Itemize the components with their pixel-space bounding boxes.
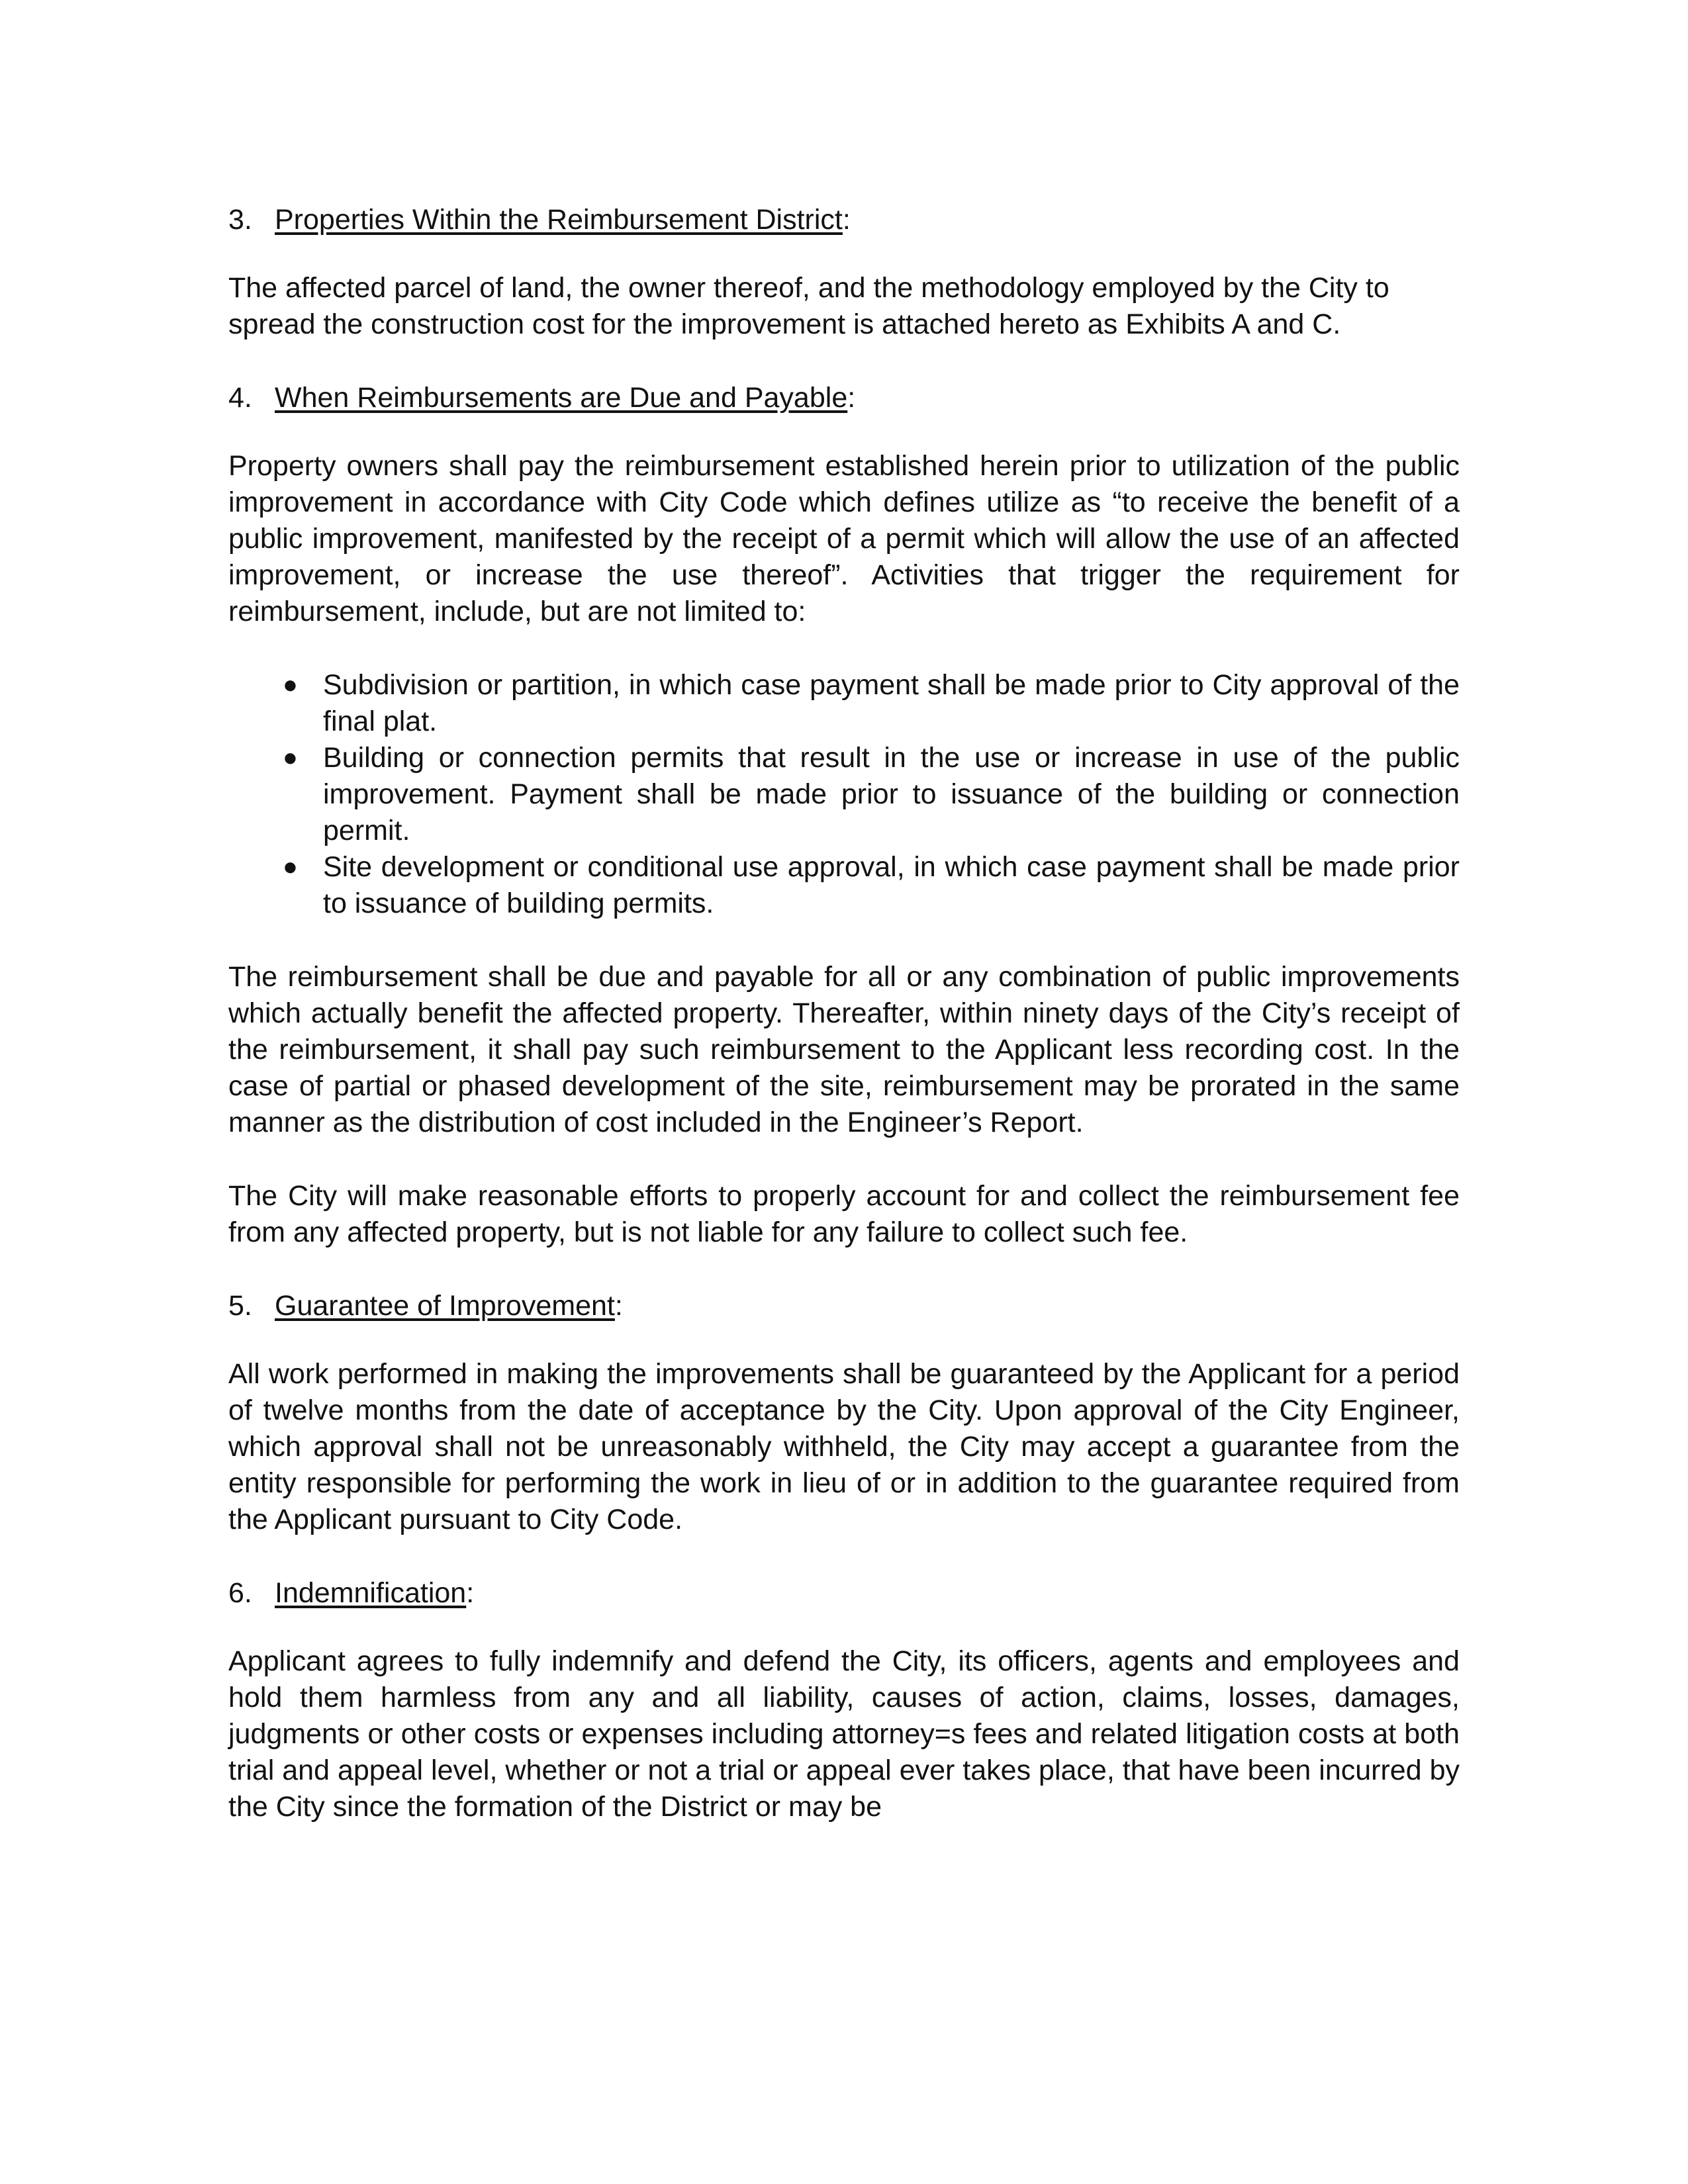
section-5-number: 5.	[228, 1290, 252, 1322]
section-3-paragraph: The affected parcel of land, the owner thereof, and the methodology employed by the City to spread the construction cost for the improvement is attached hereto as Exhibits A and C.	[228, 272, 1389, 340]
bullet-icon: ●	[283, 853, 298, 881]
section-6-heading	[228, 1575, 1460, 1612]
section-3-title: Properties Within the Reimbursement District	[275, 204, 843, 236]
section-6-title: Indemnification	[275, 1577, 467, 1609]
section-6-colon: :	[466, 1577, 475, 1609]
section-5-heading	[228, 1288, 1460, 1324]
section-4-number: 4.	[228, 382, 252, 414]
list-item-text: Site development or conditional use approval, in which case payment shall be made prior to issuance of building permits.	[323, 851, 1460, 919]
list-item	[228, 667, 1460, 740]
section-4-paragraph-2: The City will make reasonable efforts to properly account for and collect the reimbursement fee from any affected property, but is not liable for any failure to collect such fee.	[228, 1180, 1460, 1248]
section-4-title: When Reimbursements are Due and Payable	[275, 382, 848, 414]
section-3-heading	[228, 202, 1460, 238]
section-6-number: 6.	[228, 1577, 252, 1609]
section-4-heading	[228, 380, 1460, 416]
list-item	[228, 740, 1460, 849]
section-4-colon: :	[847, 382, 856, 414]
bullet-icon: ●	[283, 744, 298, 772]
section-5-paragraph: All work performed in making the improvements shall be guaranteed by the Applicant for a period of twelve months from the date of acceptance by the City. Upon approval of the City Engineer, which approval shall not be unreasonably withheld, the City may accept a guarantee from the entity responsible for performing the work in lieu of or in addition to the guarantee required from the Applicant pursuant to City Code.	[228, 1358, 1460, 1535]
list-item-text: Building or connection permits that result in the use or increase in use of the public improvement. Payment shall be made prior to issuance of the building or connection permit.	[323, 742, 1460, 846]
list-item	[228, 849, 1460, 922]
trigger-activities-list	[228, 667, 1460, 922]
bullet-icon: ●	[283, 671, 298, 699]
section-3-number: 3.	[228, 204, 252, 236]
section-5-title: Guarantee of Improvement	[275, 1290, 615, 1322]
section-3-colon: :	[842, 204, 851, 236]
section-4-paragraph-1: The reimbursement shall be due and payable for all or any combination of public improvements which actually benefit the affected property. Thereafter, within ninety days of the City’s receipt of the reimbursement, it shall pay such reimbursement to the Applicant less recording cost. In the case of partial or phased development of the site, reimbursement may be prorated in the same manner as the distribution of cost included in the Engineer’s Report.	[228, 961, 1460, 1138]
section-4-intro: Property owners shall pay the reimbursement established herein prior to utilization of the public improvement in accordance with City Code which defines utilize as “to receive the benefit of a public improvement, manifested by the receipt of a permit which will allow the use of an affected improvement, or increase the use thereof”. Activities that trigger the requirement for reimbursement, include, but are not limited to:	[228, 450, 1460, 627]
list-item-text: Subdivision or partition, in which case payment shall be made prior to City approval of the final plat.	[323, 669, 1460, 737]
section-5-colon: :	[614, 1290, 623, 1322]
section-6-paragraph: Applicant agrees to fully indemnify and defend the City, its officers, agents and employees and hold them harmless from any and all liability, causes of action, claims, losses, damages, judgments or other costs or expenses including attorney=s fees and related litigation costs at both trial and appeal level, whether or not a trial or appeal ever takes place, that have been incurred by the City since the formation of the District or may be	[228, 1645, 1460, 1823]
document-page	[228, 202, 1460, 1862]
